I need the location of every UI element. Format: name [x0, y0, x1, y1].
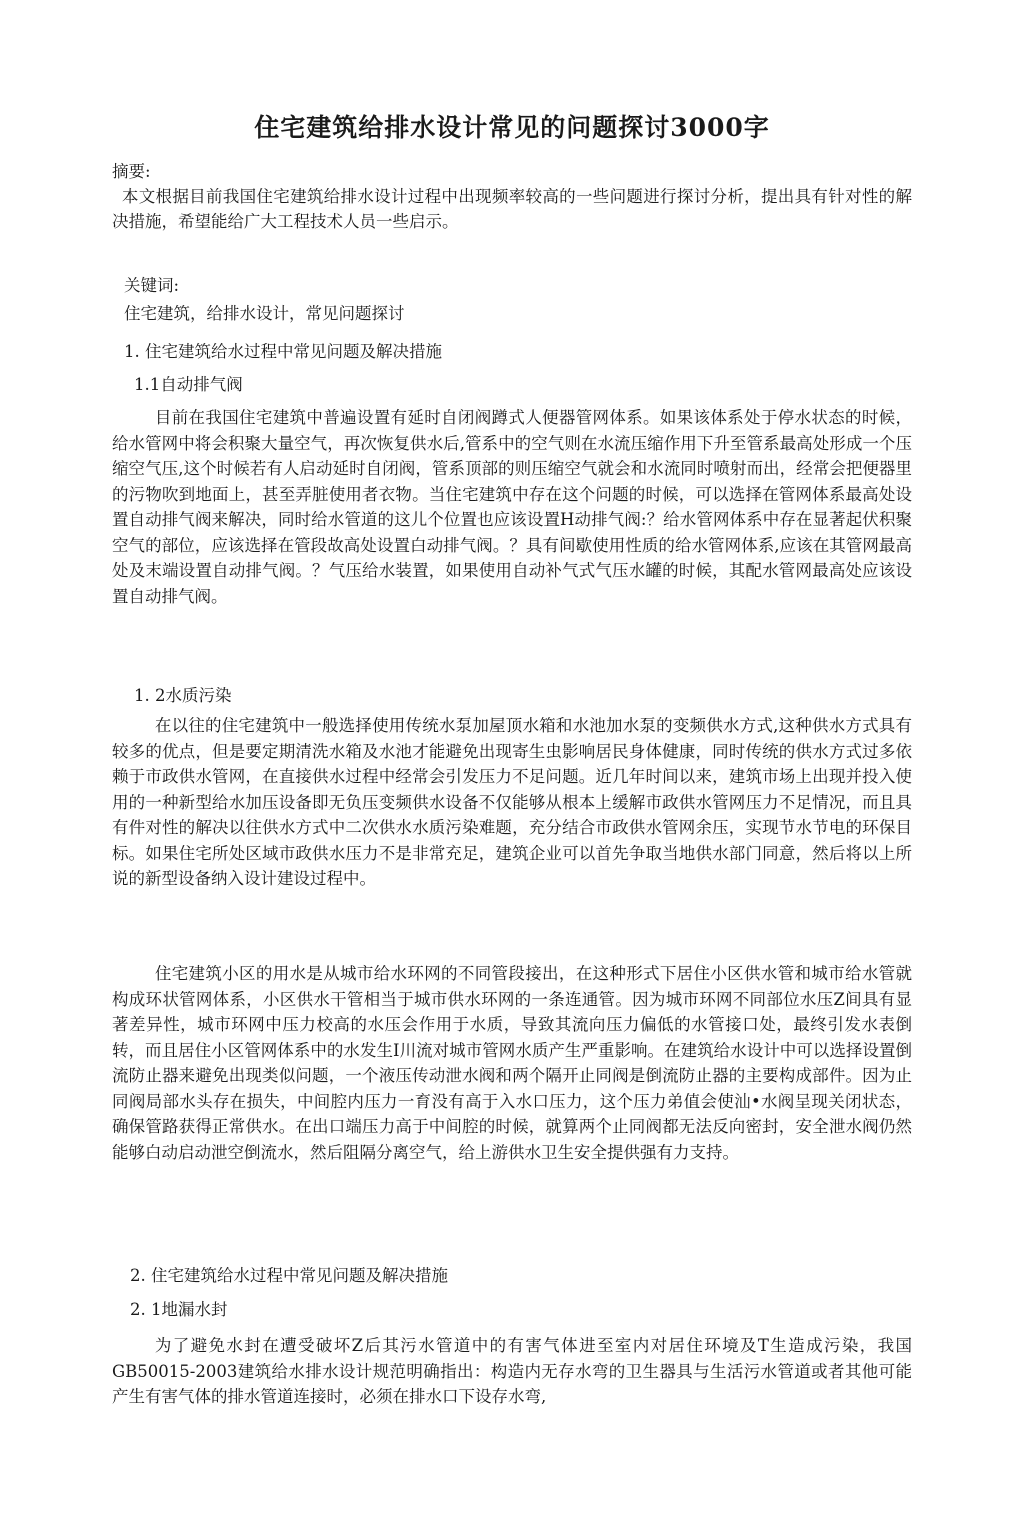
section-2-heading: 2. 住宅建筑给水过程中常见问题及解决措施 — [130, 1266, 448, 1285]
paragraph-2-1: 为了避免水封在遭受破坏Z后其污水管道中的有害气体进至室内对居住环境及T生造成污染，我国GB50015-2003建筑给水排水设计规范明确指出：构造内无存水弯的卫生器具与生活污水管道或者其他可能产生有害气体的排水管道连接时，必须在排水口下设存水弯, — [112, 1336, 912, 1406]
abstract-text: 本文根据目前我国住宅建筑给排水设计过程中出现频率较高的一些问题进行探讨分析，提出具有针对性的解决措施，希望能给广大工程技术人员一些启示。 — [112, 187, 912, 231]
section-2-1-heading: 2. 1地漏水封 — [130, 1300, 228, 1319]
paragraph-1-2a: 在以往的住宅建筑中一般选择使用传统水泵加屋顶水箱和水池加水泵的变频供水方式,这种供水方式具有较多的优点，但是要定期清洗水箱及水池才能避免出现寄生虫影响居民身体健康，同时传统的供水方式过多依赖于市政供水管网，在直接供水过程中经常会引发压力不足问题。近几年时间以来，建筑市场上出现并投入使用的一种新型给水加压设备即无负压变频供水设备不仅能够从根本上缓解市政供水管网压力不足情况，而且具有件对性的解决以往供水方式中二次供水水质污染难题，充分结合市政供水管网余压，实现节水节电的环保目标。如果住宅所处区域市政供水压力不是非常充足，建筑企业可以首先争取当地供水部门同意，然后将以上所说的新型设备纳入设计建设过程中。 — [112, 716, 912, 888]
section-1-2-heading: 1. 2水质污染 — [134, 686, 232, 705]
abstract-label: 摘要: — [112, 162, 151, 181]
section-1-heading: 1. 住宅建筑给水过程中常见问题及解决措施 — [124, 342, 442, 361]
keywords-label: 关键词: — [124, 276, 180, 295]
paragraph-1-1: 目前在我国住宅建筑中普遍设置有延时自闭阀蹲式人便器管网体系。如果该体系处于停水状态的时候，给水管网中将会积聚大量空气，再次恢复供水后,管系中的空气则在水流压缩作用下升至管系最高处形成一个压缩空气压,这个时候若有人启动延时自闭阀，管系顶部的则压缩空气就会和水流同时喷射而出，经常会把便器里的污物吹到地面上，甚至弄脏使用者衣物。当住宅建筑中存在这个问题的时候，可以选择在管网体系最高处设置自动排气阀来解决，同时给水管道的这儿个位置也应该设置H动排气阀:？给水管网体系中存在显著起伏积聚空气的部位，应该选择在管段故高处设置白动排气阀。？具有间歇使用性质的给水管网体系,应该在其管网最高处及末端设置自动排气阀。？气压给水装置，如果使用自动补气式气压水罐的时候，其配水管网最高处应该设置自动排气阀。 — [112, 408, 912, 606]
section-1-1-heading: 1.1自动排气阀 — [134, 375, 243, 394]
paragraph-1-2b: 住宅建筑小区的用水是从城市给水环网的不同管段接出，在这种形式下居住小区供水管和城市给水管就构成环状管网体系，小区供水干管相当于城市供水环网的一条连通管。因为城市环网不同部位水压Z间具有显著差异性，城市环网中压力校高的水压会作用于水质，导致其流向压力偏低的水管接口处，最终引发水表倒转，而且居住小区管网体系中的水发生I川流对城市管网水质产生严重影响。在建筑给水设计中可以选择设置倒流防止器来避免出现类似问题，一个液压传动泄水阀和两个隔开止同阀是倒流防止器的主要构成部件。因为止同阀局部水头存在损失，中间腔内压力一育没有高于入水口压力，这个压力弟值会使汕•水阀呈现关闭状态，确保管路获得正常供水。在出口端压力高于中间腔的时候，就算两个止同阀都无法反向密封，安全泄水阀仍然能够白动启动泄空倒流水，然后阻隔分离空气，给上游供水卫生安全提供强有力支持。 — [112, 964, 912, 1162]
keywords-text: 住宅建筑，给排水设计，常见问题探讨 — [124, 304, 405, 323]
document-title: 住宅建筑给排水设计常见的问题探讨3000字 — [254, 113, 770, 142]
